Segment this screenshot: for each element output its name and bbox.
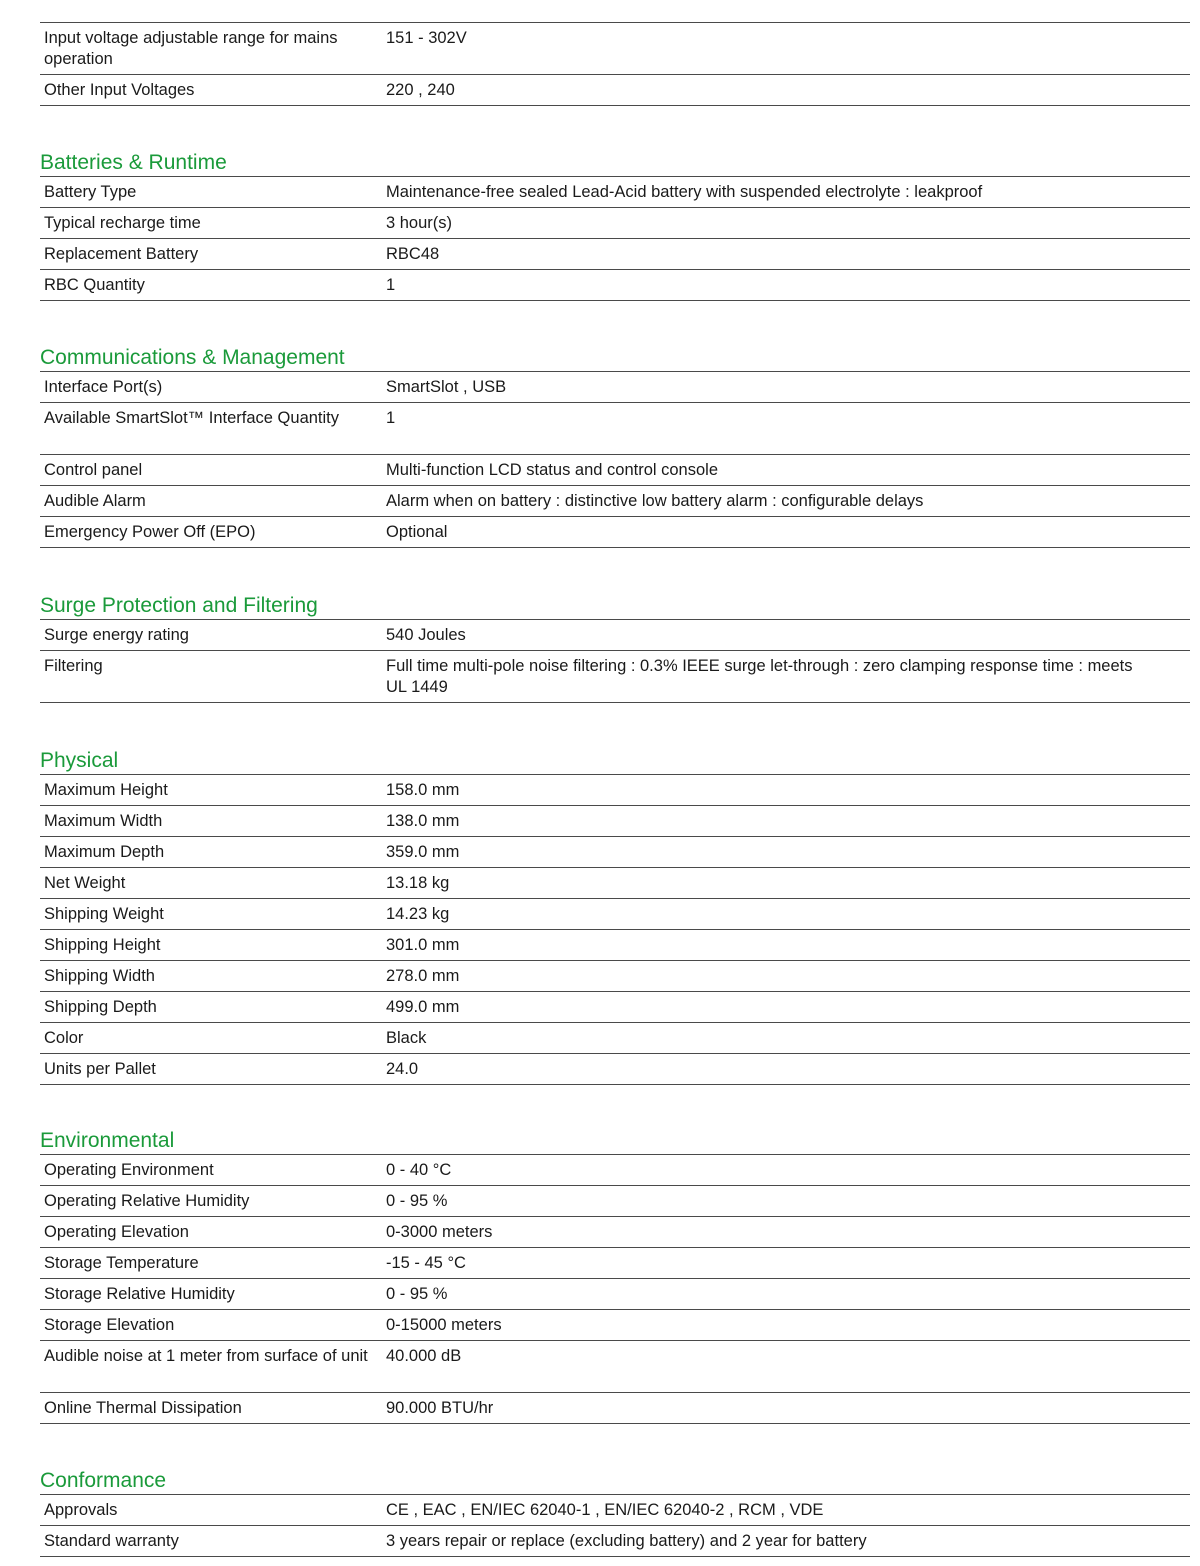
spec-value: CE , EAC , EN/IEC 62040-1 , EN/IEC 62040-2 , RCM , VDE [386,1501,824,1519]
spec-value: 1 [386,409,396,427]
table-row [40,651,1190,703]
spec-label: Approvals [44,1501,118,1519]
spec-label: Audible Alarm [44,492,146,510]
surge-table [40,619,1190,703]
spec-value: Multi-function LCD status and control console [386,461,718,479]
table-row [40,1155,1190,1186]
batteries-section [40,150,1190,301]
table-row [40,1054,1190,1085]
input-table [40,22,1190,106]
spec-value: 301.0 mm [386,936,460,954]
surge-section [40,593,1190,703]
environmental-section [40,1128,1190,1424]
table-row [40,806,1190,837]
table-row [40,1341,1190,1393]
spec-value: 220 , 240 [386,81,455,99]
table-row [40,1248,1190,1279]
table-row [40,930,1190,961]
spec-label: Net Weight [44,874,126,892]
table-row [40,208,1190,239]
spec-value: RBC48 [386,245,440,263]
spec-label: Control panel [44,461,143,479]
table-row [40,1217,1190,1248]
spec-value: 3 hour(s) [386,214,453,232]
spec-label: Battery Type [44,183,137,201]
spec-value: 0 - 40 °C [386,1161,452,1179]
spec-label: Storage Temperature [44,1254,199,1272]
spec-value: 278.0 mm [386,967,460,985]
table-row [40,1310,1190,1341]
spec-label: Storage Elevation [44,1316,175,1334]
spec-value: Black [386,1029,427,1047]
spec-value: Optional [386,523,448,541]
spec-value: 0 - 95 % [386,1192,448,1210]
table-row [40,1495,1190,1526]
spec-label: Filtering [44,657,103,675]
spec-value: 359.0 mm [386,843,460,861]
spec-label: Audible noise at 1 meter from surface of unit [44,1347,368,1365]
table-row [40,403,1190,455]
spec-value: 0-3000 meters [386,1223,493,1241]
conformance-table [40,1494,1190,1557]
spec-label: Shipping Weight [44,905,164,923]
section-title: Batteries & Runtime [40,151,227,174]
communications-section [40,345,1190,548]
spec-value: 90.000 BTU/hr [386,1399,494,1417]
section-title: Surge Protection and Filtering [40,594,318,617]
spec-value: SmartSlot , USB [386,378,507,396]
spec-value: 3 years repair or replace (excluding battery) and 2 year for battery [386,1532,867,1550]
table-row [40,899,1190,930]
spec-label: Standard warranty [44,1532,179,1550]
spec-label: Storage Relative Humidity [44,1285,235,1303]
spec-value: Maintenance-free sealed Lead-Acid battery with suspended electrolyte : leakproof [386,183,983,201]
conformance-section [40,1468,1190,1557]
table-row [40,1186,1190,1217]
spec-label: Maximum Depth [44,843,165,861]
spec-value: 151 - 302V [386,29,467,47]
spec-value: 13.18 kg [386,874,450,892]
table-row [40,455,1190,486]
table-row [40,1023,1190,1054]
section-title: Physical [40,749,119,772]
spec-value: 24.0 [386,1060,419,1078]
spec-value: Alarm when on battery : distinctive low battery alarm : configurable delays [386,492,924,510]
physical-table [40,774,1190,1085]
spec-value: 138.0 mm [386,812,460,830]
table-row [40,868,1190,899]
section-title: Environmental [40,1129,175,1152]
table-row [40,1279,1190,1310]
communications-table [40,371,1190,548]
section-title: Communications & Management [40,346,345,369]
batteries-table [40,176,1190,301]
table-row [40,992,1190,1023]
spec-label: Operating Relative Humidity [44,1192,250,1210]
spec-label: Shipping Width [44,967,155,985]
spec-label: Maximum Height [44,781,168,799]
spec-value: 1 [386,276,396,294]
spec-label: Online Thermal Dissipation [44,1399,242,1417]
spec-label: Emergency Power Off (EPO) [44,523,256,541]
spec-label: Input voltage adjustable range for mains operation [44,29,338,68]
spec-label: Shipping Height [44,936,161,954]
table-row [40,23,1190,75]
spec-label: Available SmartSlot™ Interface Quantity [44,409,340,427]
spec-label: Maximum Width [44,812,163,830]
physical-section [40,748,1190,1085]
spec-label: Typical recharge time [44,214,201,232]
table-row [40,486,1190,517]
table-row [40,239,1190,270]
table-row [40,961,1190,992]
spec-label: Shipping Depth [44,998,157,1016]
table-row [40,270,1190,301]
spec-label: Color [44,1029,84,1047]
table-row [40,837,1190,868]
table-row [40,177,1190,208]
environmental-table [40,1154,1190,1424]
table-row [40,1393,1190,1424]
table-row [40,1526,1190,1557]
spec-label: Other Input Voltages [44,81,195,99]
spec-value: 540 Joules [386,626,466,644]
table-row [40,620,1190,651]
spec-label: Operating Environment [44,1161,214,1179]
spec-label: Units per Pallet [44,1060,156,1078]
spec-label: Interface Port(s) [44,378,163,396]
spec-value: 158.0 mm [386,781,460,799]
spec-value: 499.0 mm [386,998,460,1016]
spec-label: Replacement Battery [44,245,199,263]
table-row [40,372,1190,403]
spec-value: 14.23 kg [386,905,450,923]
spec-value: Full time multi-pole noise filtering : 0.3% IEEE surge let-through : zero clamping response time : meets UL 1449 [386,657,1133,696]
spec-value: 0-15000 meters [386,1316,502,1334]
table-row [40,517,1190,548]
spec-label: RBC Quantity [44,276,145,294]
section-title: Conformance [40,1469,167,1492]
table-row [40,75,1190,106]
spec-value: 0 - 95 % [386,1285,448,1303]
spec-value: 40.000 dB [386,1347,462,1365]
input-section [40,22,1190,106]
spec-label: Surge energy rating [44,626,189,644]
spec-value: -15 - 45 °C [386,1254,466,1272]
spec-label: Operating Elevation [44,1223,189,1241]
table-row [40,775,1190,806]
